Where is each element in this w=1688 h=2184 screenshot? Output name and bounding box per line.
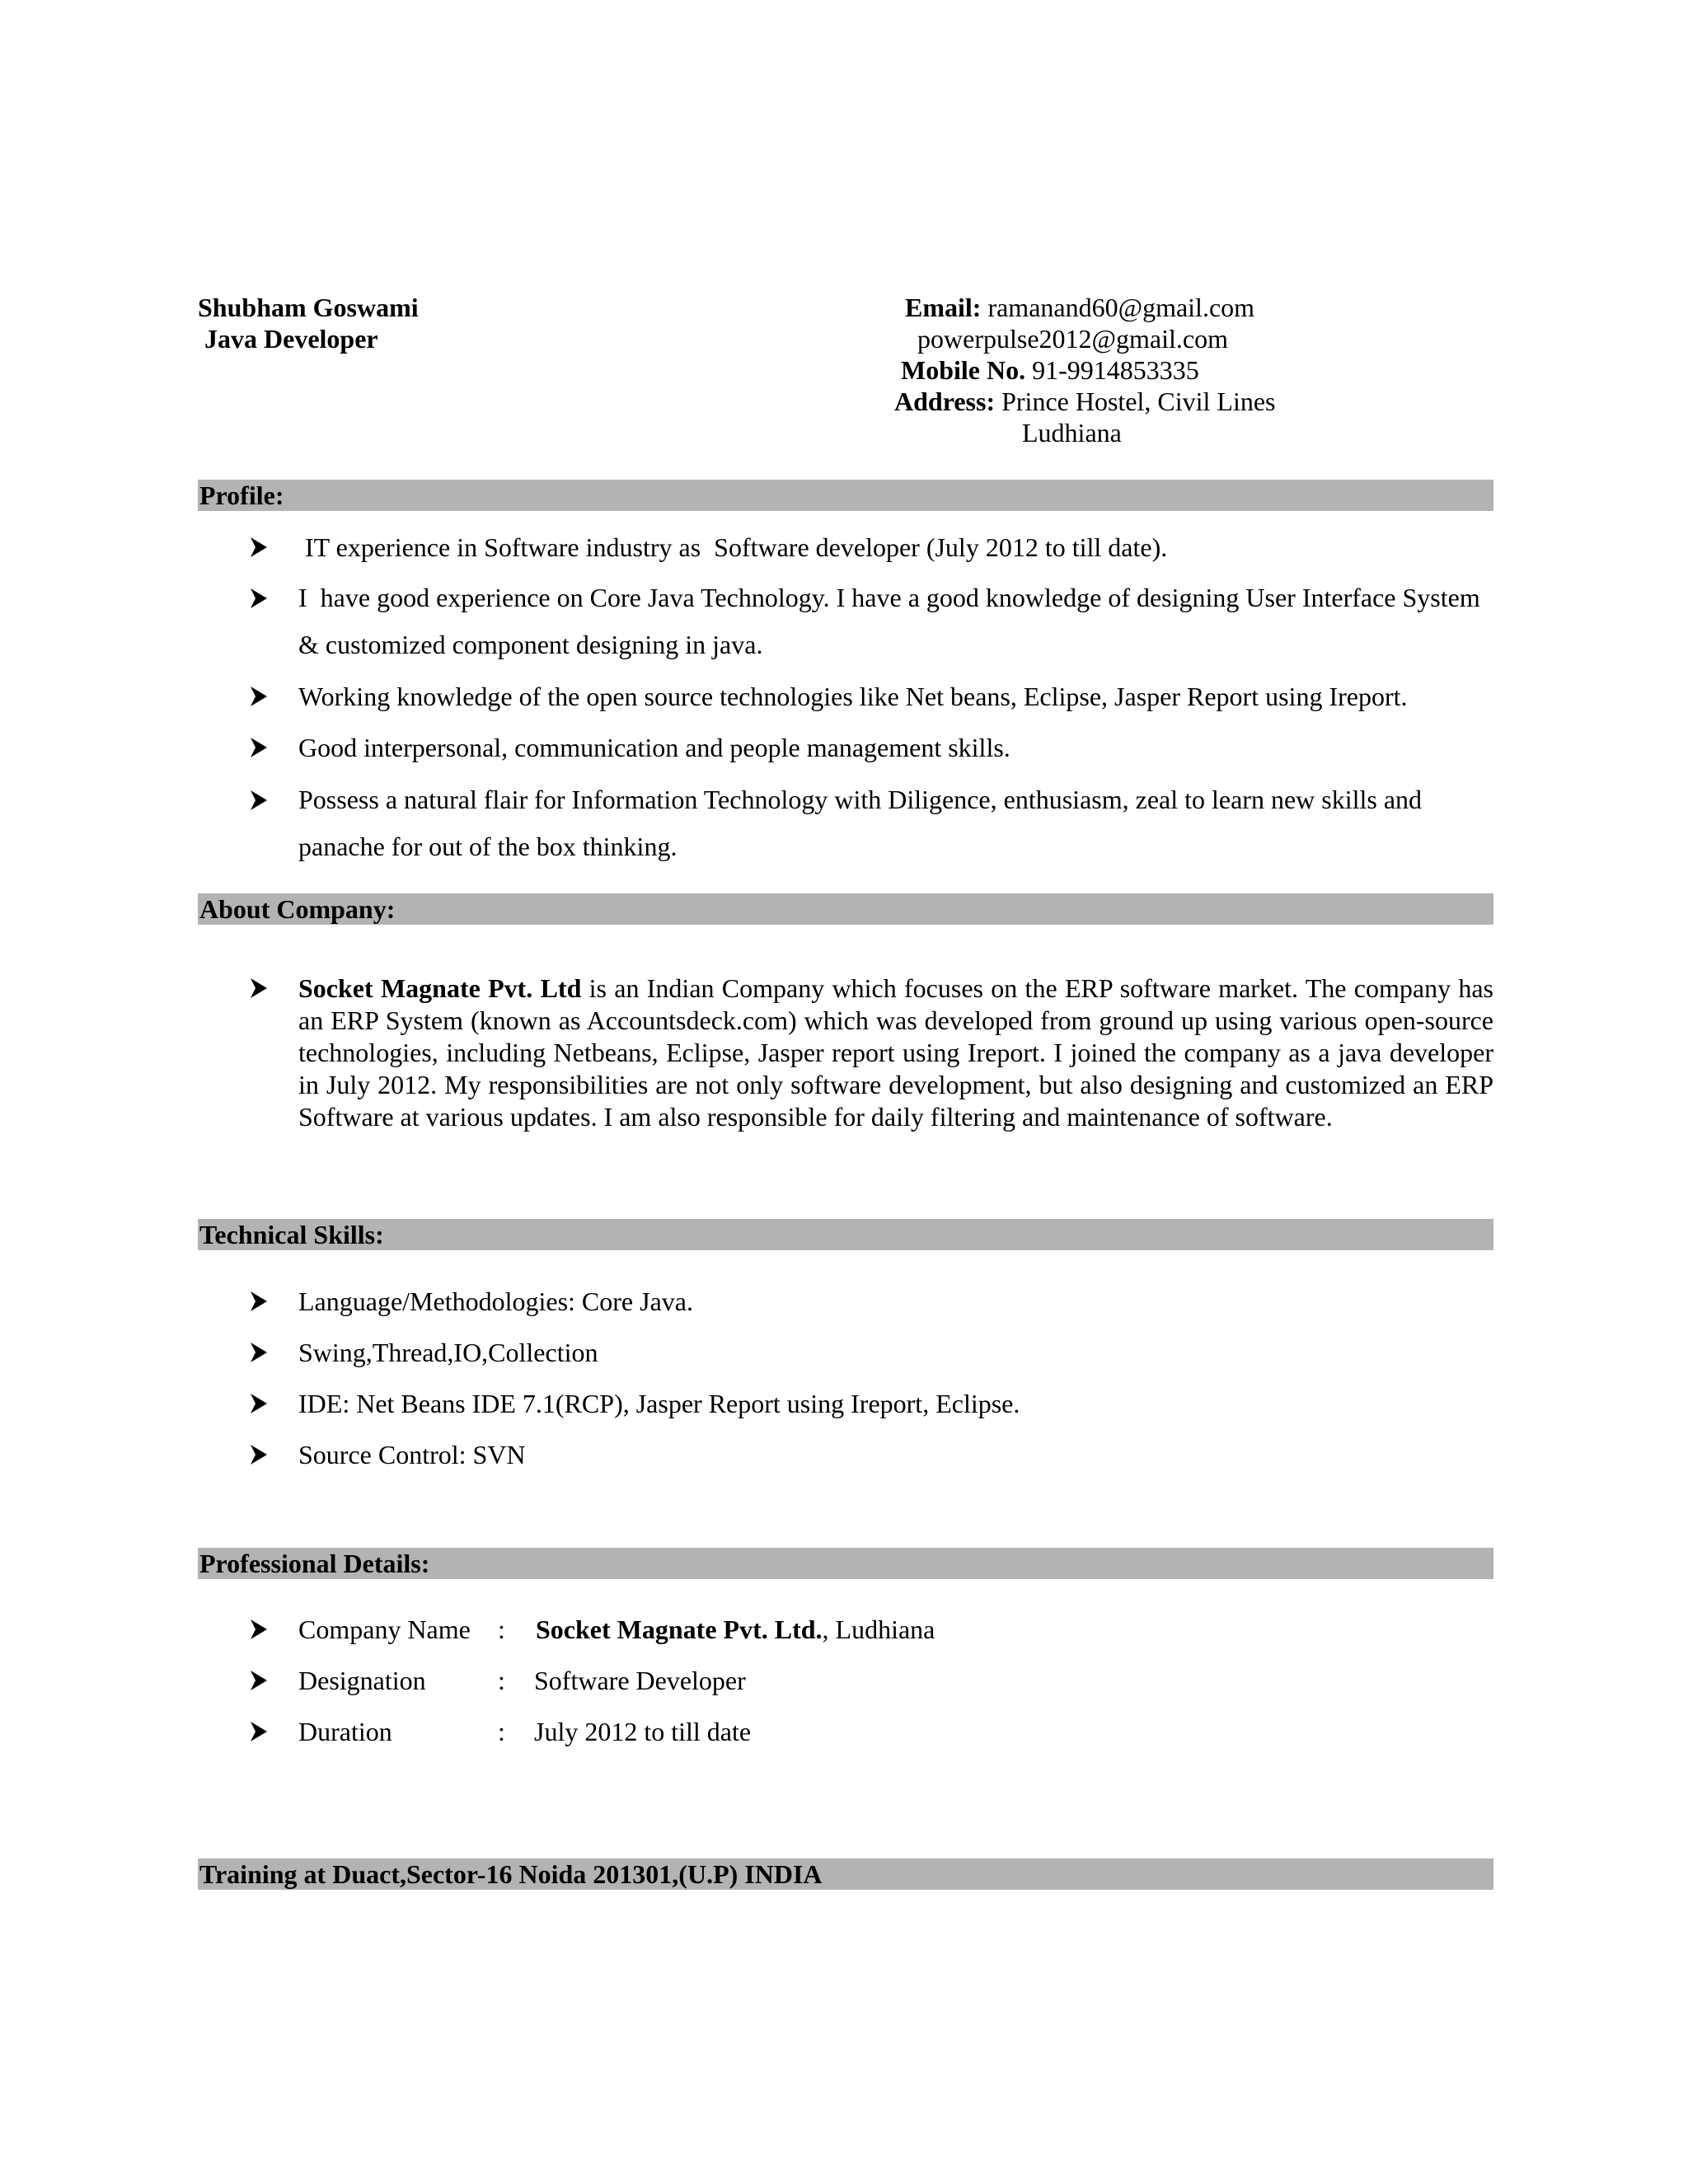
email-primary: ramanand60@gmail.com [987,293,1255,322]
company-name-value [536,1614,935,1645]
company-description: is an Indian Company which focuses on the ERP software market. The company has an ERP System (known as Accountsdeck.com) which was developed from ground up using various open-source technologies, including Netbeans, Eclipse, Jasper report using Ireport. I joined the company as a java developer in July 2012. My responsibilities are not only software development, but also designing and customized an ERP Software at various updates. I am also responsible for daily filtering and maintenance of software. [298,973,1494,1132]
email-secondary: powerpulse2012@gmail.com [917,324,1228,354]
address-city: Ludhiana [1022,418,1122,448]
candidate-role: Java Developer [204,324,378,354]
arrow-bullet-icon [251,687,267,706]
address-line [894,386,1276,417]
email-label: Email: [905,293,982,322]
duration-value: July 2012 to till date [534,1717,752,1746]
profile-item-text: Working knowledge of the open source technologies like Net beans, Eclipse, Jasper Report using Ireport. [298,682,1408,711]
mobile-label: Mobile No. [901,355,1026,385]
skill-item-text: Language/Methodologies: Core Java. [298,1286,693,1316]
section-header-about-company: About Company: [198,893,1493,925]
colon-separator: : [498,1717,505,1746]
section-header-technical-skills: Technical Skills: [198,1219,1493,1250]
profile-item-text: Possess a natural flair for Information Technology with Diligence, enthusiasm, zeal to learn new skills and panache for out of the box thinking. [298,785,1423,861]
arrow-bullet-icon [251,978,267,998]
arrow-bullet-icon [251,1445,267,1465]
arrow-bullet-icon [251,1394,267,1413]
duration-label: Duration [298,1717,392,1746]
section-header-training: Training at Duact,Sector-16 Noida 201301,(U.P) INDIA [198,1858,1493,1890]
arrow-bullet-icon [251,1671,267,1690]
arrow-bullet-icon [251,1619,267,1639]
profile-item-text: I have good experience on Core Java Technology. I have a good knowledge of designing User Interface System & customized component designing in java. [298,583,1487,659]
arrow-bullet-icon [251,1722,267,1741]
company-name-bold: Socket Magnate Pvt. Ltd. [536,1615,823,1644]
company-name: Socket Magnate Pvt. Ltd [298,973,582,1003]
skill-item-text: Source Control: SVN [298,1440,526,1469]
arrow-bullet-icon [251,1343,267,1362]
skill-item-text: IDE: Net Beans IDE 7.1(RCP), Jasper Report using Ireport, Eclipse. [298,1389,1020,1418]
arrow-bullet-icon [251,537,267,557]
company-name-label: Company Name [298,1615,471,1644]
candidate-name: Shubham Goswami [198,293,419,322]
colon-separator: : [498,1615,505,1644]
arrow-bullet-icon [251,738,267,757]
profile-item-text: IT experience in Software industry as Software developer (July 2012 to till date). [298,532,1168,562]
designation-value: Software Developer [534,1666,746,1695]
address-label: Address: [894,387,996,416]
colon-separator: : [498,1666,505,1695]
arrow-bullet-icon [251,588,267,608]
arrow-bullet-icon [251,790,267,810]
section-header-professional-details: Professional Details: [198,1548,1493,1579]
mobile-line [901,354,1199,386]
company-location: , Ludhiana [822,1615,935,1644]
profile-item-text: Good interpersonal, communication and people management skills. [298,733,1010,762]
about-company-text [298,972,1493,1133]
skill-item-text: Swing,Thread,IO,Collection [298,1338,598,1367]
mobile-number: 91-9914853335 [1032,355,1199,385]
address-text: Prince Hostel, Civil Lines [1001,387,1276,416]
email-line [905,292,1254,323]
designation-label: Designation [298,1666,426,1695]
section-header-profile: Profile: [198,480,1493,511]
arrow-bullet-icon [251,1291,267,1311]
